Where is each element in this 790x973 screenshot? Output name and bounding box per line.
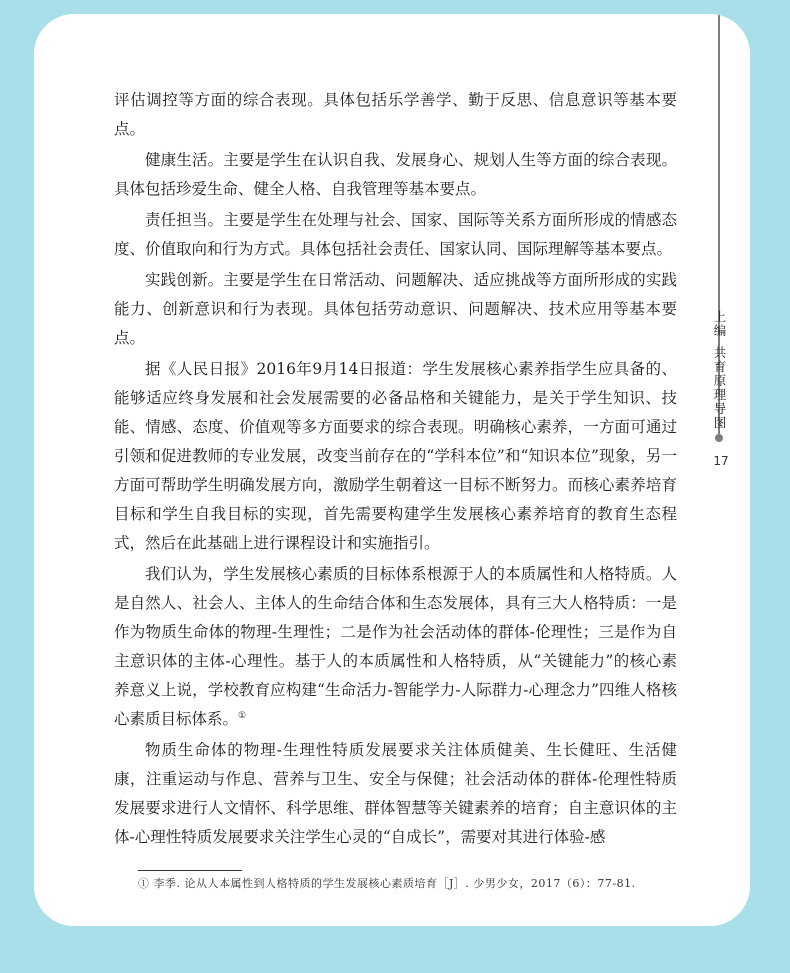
paragraph: 健康生活。主要是学生在认识自我、发展身心、规划人生等方面的综合表现。具体包括珍爱生命、健全人格、自我管理等基本要点。: [114, 151, 677, 198]
running-header: [709, 310, 731, 430]
book-title-char: 图: [713, 415, 727, 430]
book-title-char: 原: [713, 373, 727, 388]
paragraph: 责任担当。主要是学生在处理与社会、国家、国际等关系方面所形成的情感态度、价值取向和行为方式。具体包括社会责任、国家认同、国际理解等基本要点。: [114, 211, 677, 258]
paragraph: 评估调控等方面的综合表现。具体包括乐学善学、勤于反思、信息意识等基本要点。: [114, 91, 677, 138]
book-title-char: 导: [713, 401, 727, 416]
footnote-marker[interactable]: ①: [238, 710, 247, 721]
paragraph: 物质生命体的物理-生理性特质发展要求关注体质健美、生长健旺、生活健康，注重运动与作息、营养与卫生、安全与保健；社会活动体的群体-伦理性特质发展要求进行人文情怀、科学思维、群体智慧等关键素养的培育；自主意识体的主体-心理性特质发展要求关注学生心灵的“自成长”，需要对其进行体验-感: [114, 741, 677, 846]
paragraph: 据《人民日报》2016年9月14日报道：学生发展核心素养指学生应具备的、能够适应终身发展和社会发展需要的必备品格和关键能力，是关于学生知识、技能、情感、态度、价值观等多方面要求的综合表现。明确核心素养，一方面可通过引领和促进教师的专业发展，改变当前存在的“学科本位”和“知识本位”现象，另一方面可帮助学生明确发展方向，激励学生朝着这一目标不断努力。而核心素养培育目标和学生自我目标的实现，首先需要构建学生发展核心素养培育的教育生态程式，然后在此基础上进行课程设计和实施指引。: [114, 360, 677, 552]
footnote-rule: [138, 870, 242, 871]
part-label-char: 上: [713, 309, 727, 324]
margin-dot: [715, 434, 723, 442]
paragraph: 实践创新。主要是学生在日常活动、问题解决、适应挑战等方面所形成的实践能力、创新意识和行为表现。具体包括劳动意识、问题解决、技术应用等基本要点。: [114, 271, 677, 347]
page-number: 17: [713, 454, 729, 468]
book-title-char: 理: [713, 387, 727, 402]
book-title-char: 育: [713, 359, 727, 374]
body-text: [114, 86, 677, 854]
footnote: ① 李季. 论从人本属性到人格特质的学生发展核心素质培育［J］. 少男少女，2017（6）：77-81.: [138, 877, 636, 890]
paragraph-text: 我们认为，学生发展核心素质的目标体系根源于人的本质属性和人格特质。人是自然人、社会人、主体人的生命结合体和生态发展体，具有三大人格特质：一是作为物质生命体的物理-生理性；二是作为社会活动体的群体-伦理性；三是作为自主意识体的主体-心理性。基于人的本质属性和人格特质，从“关键能力”的核心素养意义上说，学校教育应构建“生命活力-智能学力-人际群力-心理念力”四维人格核心素质目标体系。: [114, 565, 677, 728]
book-page: [34, 14, 750, 926]
paragraph-with-note: [114, 560, 677, 734]
book-title-char: 共: [713, 345, 727, 360]
part-label-char: 编: [713, 323, 727, 338]
